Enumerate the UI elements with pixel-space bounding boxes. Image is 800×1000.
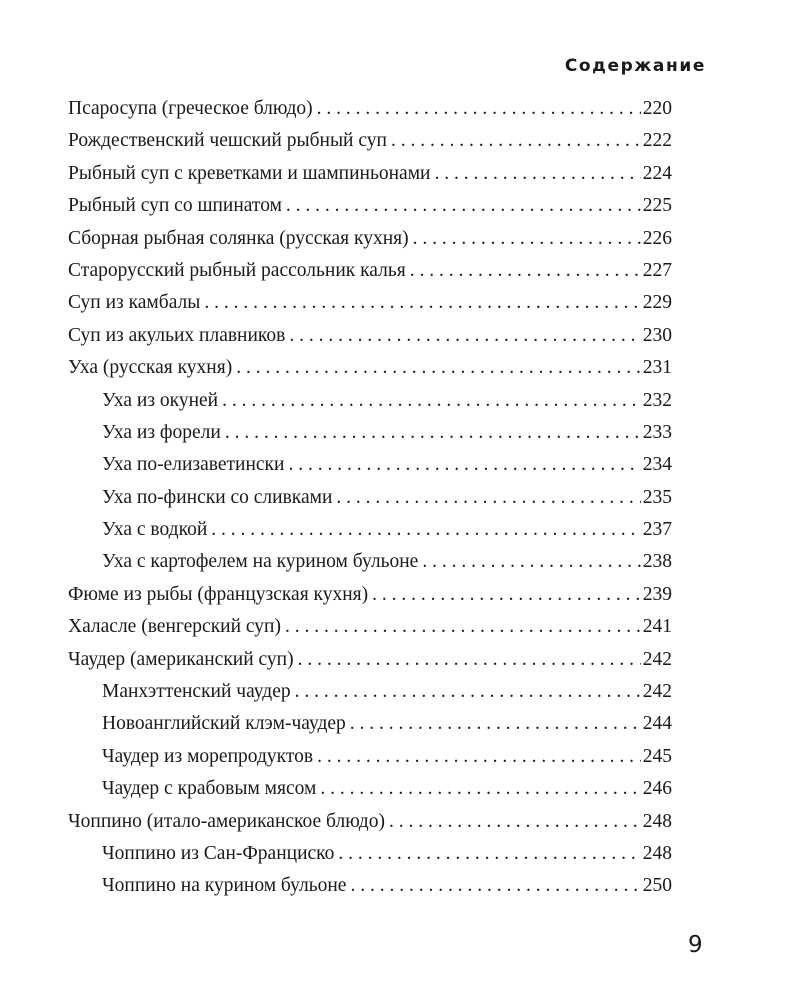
dot-leader [317,93,641,125]
toc-entry-page-number: 222 [642,130,672,152]
dot-leader [295,676,641,708]
toc-entry-page-number: 235 [642,486,672,508]
toc-entry-page-number: 239 [642,583,672,605]
toc-entry[interactable] [68,644,672,676]
toc-entry[interactable] [68,93,672,125]
toc-entry-page-number: 233 [642,421,672,443]
toc-entry-title: Рыбный суп со шпинатом [68,195,282,217]
toc-entry-page-number: 238 [642,551,672,573]
dot-leader [286,190,641,222]
toc-subentry[interactable] [68,708,672,740]
running-head: Содержание [564,56,706,76]
toc-entry-page-number: 246 [642,778,672,800]
toc-subentry[interactable] [68,546,672,578]
toc-entry-title: Сборная рыбная солянка (русская кухня) [68,227,409,249]
toc-entry-page-number: 227 [642,259,672,281]
toc-subentry[interactable] [68,676,672,708]
toc-entry-page-number: 226 [642,227,672,249]
toc-entry-page-number: 242 [642,648,672,670]
dot-leader [350,870,640,902]
toc-entry-page-number: 234 [642,454,672,476]
toc-entry-title: Новоанглийский клэм-чаудер [102,713,346,735]
toc-entry-page-number: 248 [642,842,672,864]
dot-leader [350,708,641,740]
toc-entry-page-number: 244 [642,713,672,735]
toc-entry-title: Чоппино (итало-американское блюдо) [68,810,385,832]
toc-entry-page-number: 232 [642,389,672,411]
toc-subentry[interactable] [68,482,672,514]
toc-entry-title: Уха из окуней [102,389,219,411]
toc-entry-title: Уха (русская кухня) [68,357,233,379]
toc-entry-title: Уха по-елизаветински [102,454,285,476]
dot-leader [320,773,640,805]
dot-leader [372,579,641,611]
toc-subentry[interactable] [68,870,672,902]
toc-subentry[interactable] [68,449,672,481]
toc-entry-title: Старорусский рыбный рассольник калья [68,259,406,281]
toc-entry-title: Уха по-фински со сливками [102,486,333,508]
toc-entry-page-number: 237 [642,519,672,541]
dot-leader [389,806,641,838]
dot-leader [413,223,641,255]
toc-entry-title: Чаудер (американский суп) [68,648,294,670]
toc-entry[interactable] [68,806,672,838]
dot-leader [222,385,641,417]
toc-entry-title: Чоппино на курином бульоне [102,875,347,897]
toc-entry-page-number: 242 [642,681,672,703]
toc-entry-page-number: 220 [642,98,672,119]
dot-leader [422,546,640,578]
dot-leader [285,611,641,643]
toc-entry-page-number: 229 [642,292,672,314]
toc-entry-page-number: 241 [642,616,672,638]
toc-entry[interactable] [68,352,672,384]
toc-entry[interactable] [68,190,672,222]
toc-entry-title: Уха из форели [102,421,221,443]
toc-entry-title: Рыбный суп с креветками и шампиньонами [68,162,431,184]
toc-entry-title: Уха с водкой [102,519,208,541]
dot-leader [338,838,640,870]
toc-subentry[interactable] [68,741,672,773]
toc-entry-title: Суп из камбалы [68,292,201,314]
toc-entry-title: Халасле (венгерский суп) [68,616,281,638]
dot-leader [289,320,640,352]
toc-entry[interactable] [68,287,672,319]
toc-entry[interactable] [68,611,672,643]
toc-entry[interactable] [68,255,672,287]
toc-entry-title: Суп из акульих плавников [68,324,286,346]
toc-entry-page-number: 231 [642,357,672,379]
toc-subentry[interactable] [68,385,672,417]
dot-leader [434,158,640,190]
dot-leader [288,449,640,481]
toc-subentry[interactable] [68,417,672,449]
dot-leader [410,255,641,287]
dot-leader [211,514,640,546]
page-number: 9 [688,932,703,958]
dot-leader [298,644,641,676]
toc-entry-title: Манхэттенский чаудер [102,681,291,703]
toc-entry-page-number: 248 [642,810,672,832]
toc-entry[interactable] [68,579,672,611]
toc-subentry[interactable] [68,514,672,546]
toc-entry-title: Чаудер из морепродуктов [102,745,314,767]
toc-entry-title: Чаудер с крабовым мясом [102,778,317,800]
toc-entry-title: Чоппино из Сан-Франциско [102,842,335,864]
toc-entry[interactable] [68,223,672,255]
table-of-contents [68,93,672,903]
toc-entry[interactable] [68,125,672,157]
dot-leader [225,417,641,449]
toc-entry-title: Уха с картофелем на курином бульоне [102,551,419,573]
toc-subentry[interactable] [68,773,672,805]
toc-entry-title: Рождественский чешский рыбный суп [68,130,387,152]
toc-subentry[interactable] [68,838,672,870]
toc-entry-page-number: 250 [642,875,672,897]
dot-leader [391,125,641,157]
toc-entry-title: Фюме из рыбы (французская кухня) [68,583,369,605]
toc-entry[interactable] [68,158,672,190]
toc-entry-page-number: 225 [642,195,672,217]
toc-entry-page-number: 245 [642,745,672,767]
dot-leader [317,741,641,773]
toc-entry-title: Псаросупа (греческое блюдо) [68,98,313,119]
dot-leader [336,482,640,514]
dot-leader [204,287,640,319]
dot-leader [236,352,641,384]
toc-entry-page-number: 224 [642,162,672,184]
toc-entry-page-number: 230 [642,324,672,346]
toc-entry[interactable] [68,320,672,352]
